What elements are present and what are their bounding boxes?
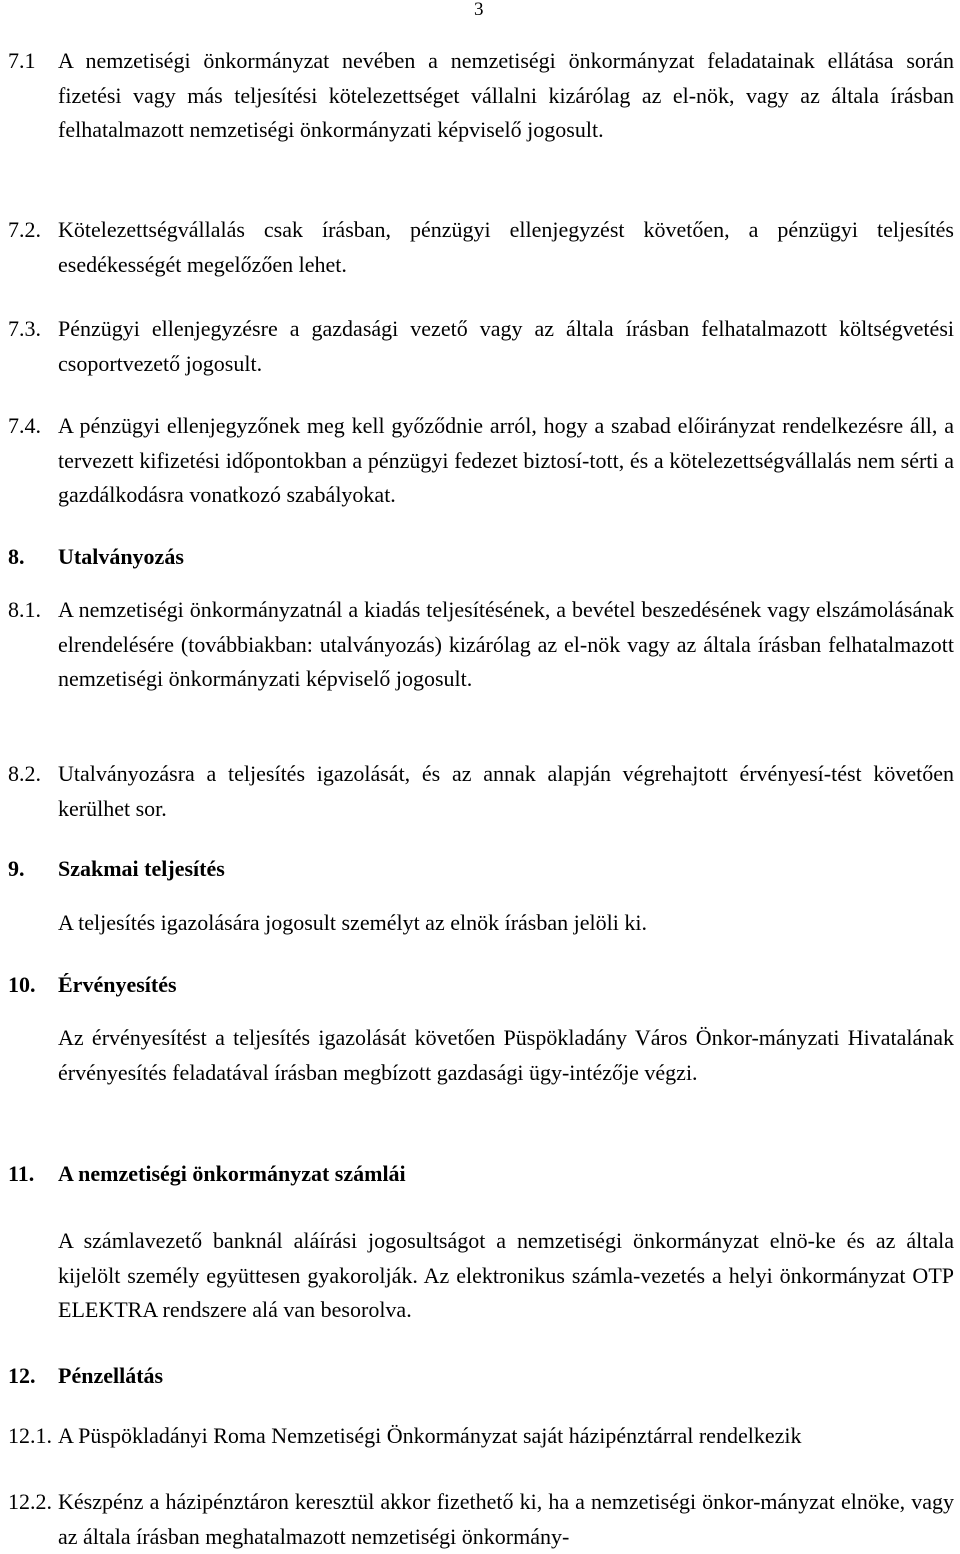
section-text: Pénzügyi ellenjegyzésre a gazdasági vezető vagy az általa írásban felhatalmazott költségvetési csoportvezető jogosult. xyxy=(58,316,954,376)
heading-number: 11. xyxy=(8,1161,35,1186)
paragraph-10: Az érvényesítést a teljesítés igazolását követően Püspökladány Város Önkor-mányzati Hivatalának érvényesítés feladatával írásban megbízott gazdasági ügy-intézője végzi. xyxy=(58,1025,954,1085)
section-text: Kötelezettségvállalás csak írásban, pénzügyi ellenjegyzést követően, a pénzügyi teljesítés esedékességét megelőzően lehet. xyxy=(58,217,954,277)
heading-title: Pénzellátás xyxy=(58,1363,164,1388)
heading-12 xyxy=(8,1359,954,1394)
page-number: 3 xyxy=(474,0,484,20)
heading-9 xyxy=(8,852,954,887)
heading-11 xyxy=(8,1157,954,1192)
heading-number: 8. xyxy=(8,544,25,569)
section-text: A pénzügyi ellenjegyzőnek meg kell győződnie arról, hogy a szabad előirányzat rendelkezésre áll, a tervezett kifizetési időpontokban a pénzügyi fedezet biztosí-tott, és a kötelezettségvállalás nem sérti a gazdálkodásra vonatkozó szabályokat. xyxy=(58,413,954,507)
section-number: 7.2. xyxy=(8,217,41,242)
section-text: Utalványozásra a teljesítés igazolását, és az annak alapján végrehajtott érvényesí-tést követően kerülhet sor. xyxy=(58,761,954,821)
section-12-1 xyxy=(8,1419,954,1454)
section-7-1 xyxy=(8,44,954,148)
heading-10 xyxy=(8,968,954,1003)
section-number: 12.2. xyxy=(8,1489,52,1514)
section-text: Készpénz a házipénztáron keresztül akkor fizethető ki, ha a nemzetiségi önkor-mányzat elnöke, vagy az általa írásban meghatalmazott nemzetiségi önkormány- xyxy=(58,1489,954,1549)
section-text: A nemzetiségi önkormányzatnál a kiadás teljesítésének, a bevétel beszedésének vagy elszámolásának elrendelésére (továbbiakban: utalványozás) kizárólag az el-nök vagy az általa írásban felhatalmazott nemzetiségi önkormányzati képviselő jogosult. xyxy=(58,597,954,691)
section-8-1 xyxy=(8,593,954,697)
heading-number: 10. xyxy=(8,972,36,997)
heading-title: Szakmai teljesítés xyxy=(58,856,225,881)
heading-title: Érvényesítés xyxy=(58,972,177,997)
section-7-3 xyxy=(8,312,954,381)
section-7-4 xyxy=(8,409,954,513)
paragraph-9: A teljesítés igazolására jogosult személyt az elnök írásban jelöli ki. xyxy=(58,910,647,935)
heading-title: Utalványozás xyxy=(58,544,184,569)
section-number: 7.3. xyxy=(8,316,41,341)
heading-8 xyxy=(8,540,954,575)
section-number: 7.4. xyxy=(8,413,41,438)
paragraph-11: A számlavezető banknál aláírási jogosultságot a nemzetiségi önkormányzat elnö-ke és az általa kijelölt személy együttesen gyakorolják. Az elektronikus számla-vezetés a helyi önkormányzat OTP ELEKTRA rendszere alá van besorolva. xyxy=(58,1228,954,1322)
heading-number: 9. xyxy=(8,856,25,881)
section-8-2 xyxy=(8,757,954,826)
section-number: 8.1. xyxy=(8,597,41,622)
section-number: 7.1 xyxy=(8,48,36,73)
heading-number: 12. xyxy=(8,1363,36,1388)
section-text: A Püspökladányi Roma Nemzetiségi Önkormányzat saját házipénztárral rendelkezik xyxy=(58,1423,802,1448)
section-number: 12.1. xyxy=(8,1423,52,1448)
section-12-2 xyxy=(8,1485,954,1554)
section-text: A nemzetiségi önkormányzat nevében a nemzetiségi önkormányzat feladatainak ellátása során fizetési vagy más teljesítési kötelezettséget vállalni kizárólag az el-nök, vagy az általa írásban felhatalmazott nemzetiségi önkormányzati képviselő jogosult. xyxy=(58,48,954,142)
section-number: 8.2. xyxy=(8,761,41,786)
heading-title: A nemzetiségi önkormányzat számlái xyxy=(58,1161,406,1186)
section-7-2 xyxy=(8,213,954,282)
